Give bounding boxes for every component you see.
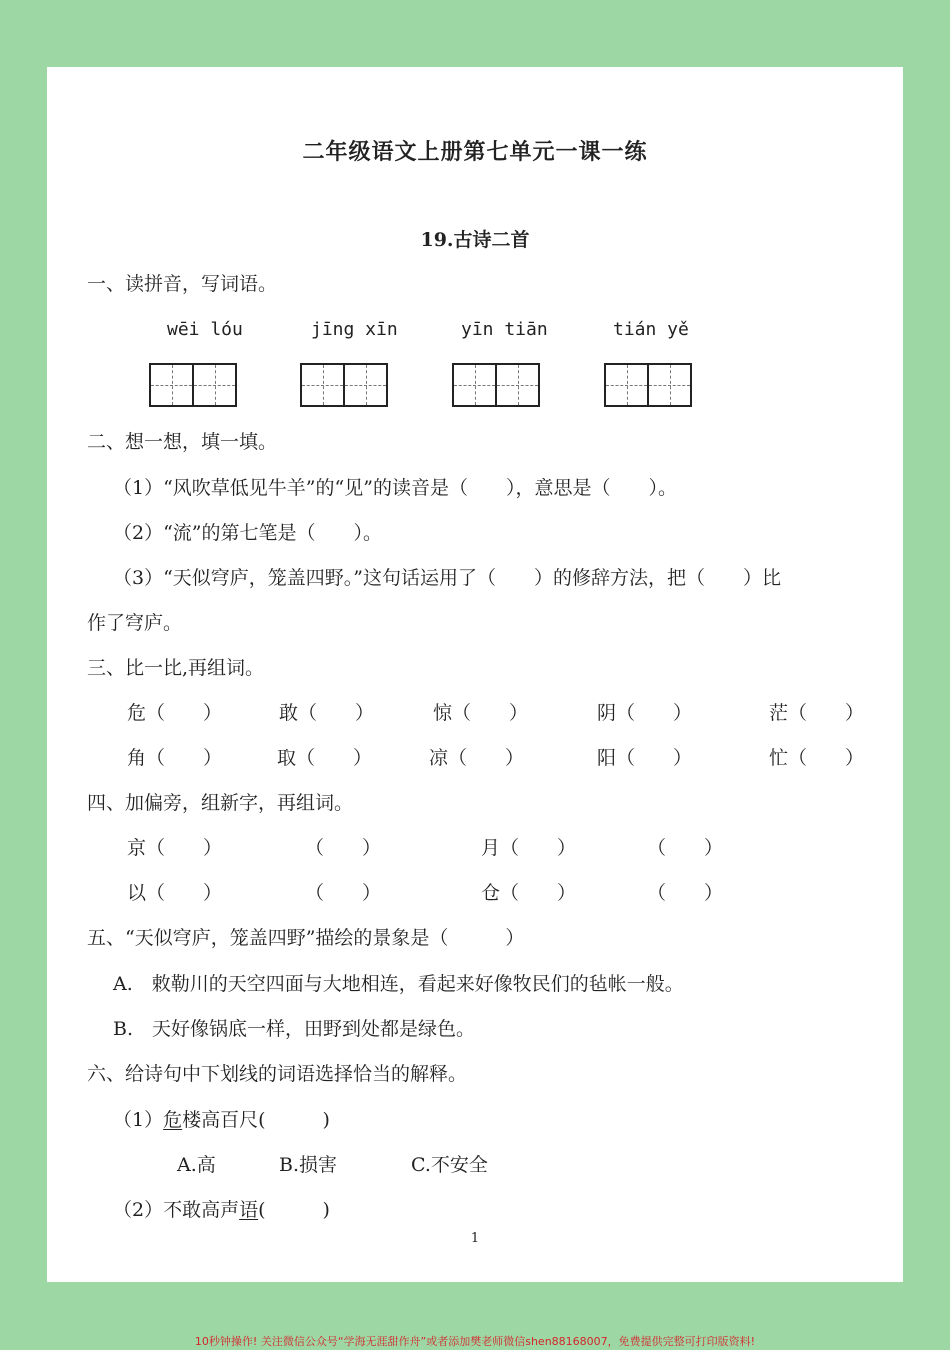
compare-word: 角（ ） <box>127 747 223 769</box>
radical-item: （ ） <box>305 882 382 904</box>
radical-item: 仓（ ） <box>481 882 577 904</box>
writing-grid-4[interactable] <box>604 363 692 407</box>
radical-item: 京（ ） <box>127 837 223 859</box>
section3-heading: 三、比一比,再组词。 <box>87 657 265 679</box>
section6-heading: 六、给诗句中下划线的词语选择恰当的解释。 <box>87 1063 468 1085</box>
section2-question-3-cont: 作了穹庐。 <box>87 612 183 634</box>
underlined-word: 危 <box>163 1109 183 1131</box>
compare-word: 惊（ ） <box>433 702 529 724</box>
writing-grid-3[interactable] <box>452 363 540 407</box>
pinyin-4: tián yě <box>613 319 689 340</box>
compare-word: 忙（ ） <box>769 747 865 769</box>
radical-item: （ ） <box>647 837 724 859</box>
compare-word: 凉（ ） <box>429 747 525 769</box>
promo-footer: 10秒钟操作! 关注微信公众号“学海无涯甜作舟”或者添加樊老师微信shen88168007，免费提供完整可打印版资料! <box>194 1335 756 1348</box>
writing-grid-1[interactable] <box>149 363 237 407</box>
compare-word: 茫（ ） <box>769 702 865 724</box>
radical-item: 月（ ） <box>481 837 577 859</box>
option-a: A. 敕勒川的天空四面与大地相连，看起来好像牧民们的毡帐一般。 <box>113 973 684 995</box>
section6-question-1 <box>113 1107 330 1133</box>
question-prefix: （1） <box>113 1109 164 1131</box>
option-b: B. 天好像锅底一样，田野到处都是绿色。 <box>113 1018 476 1040</box>
compare-word: 阴（ ） <box>597 702 693 724</box>
question-rest: 楼高百尺( ) <box>182 1109 330 1131</box>
compare-word: 阳（ ） <box>597 747 693 769</box>
pinyin-2: jīng xīn <box>311 319 398 340</box>
radical-item: （ ） <box>647 882 724 904</box>
compare-word: 危（ ） <box>127 702 223 724</box>
section2-question-1: （1）“风吹草低见牛羊”的“见”的读音是（ ），意思是（ ）。 <box>113 477 677 499</box>
pinyin-1: wēi lóu <box>167 319 243 340</box>
choice-a: A.高 <box>177 1154 216 1176</box>
section2-question-3: （3）“天似穹庐，笼盖四野。”这句话运用了（ ）的修辞方法，把（ ）比 <box>113 567 782 589</box>
compare-word: 敢（ ） <box>279 702 375 724</box>
section2-heading: 二、想一想，填一填。 <box>87 431 278 453</box>
section2-question-2: （2）“流”的第七笔是（ ）。 <box>113 522 383 544</box>
question-prefix: （2）不敢高声 <box>113 1199 240 1221</box>
choice-b: B.损害 <box>279 1154 338 1176</box>
page-title: 二年级语文上册第七单元一课一练 <box>302 139 648 165</box>
compare-word: 取（ ） <box>277 747 373 769</box>
question-rest: ( ) <box>258 1199 330 1221</box>
underlined-word: 语 <box>239 1199 259 1221</box>
section1-heading: 一、读拼音，写词语。 <box>87 273 278 295</box>
lesson-title: 19.古诗二首 <box>420 229 530 251</box>
pinyin-3: yīn tiān <box>461 319 548 340</box>
page-number: 1 <box>470 1231 480 1246</box>
section4-heading: 四、加偏旁，组新字，再组词。 <box>87 792 354 814</box>
section6-question-2 <box>113 1197 330 1223</box>
worksheet-page <box>47 67 903 1282</box>
section5-heading: 五、“天似穹庐，笼盖四野”描绘的景象是（ ） <box>87 927 525 949</box>
writing-grid-2[interactable] <box>300 363 388 407</box>
radical-item: （ ） <box>305 837 382 859</box>
choice-c: C.不安全 <box>411 1154 488 1176</box>
radical-item: 以（ ） <box>127 882 223 904</box>
